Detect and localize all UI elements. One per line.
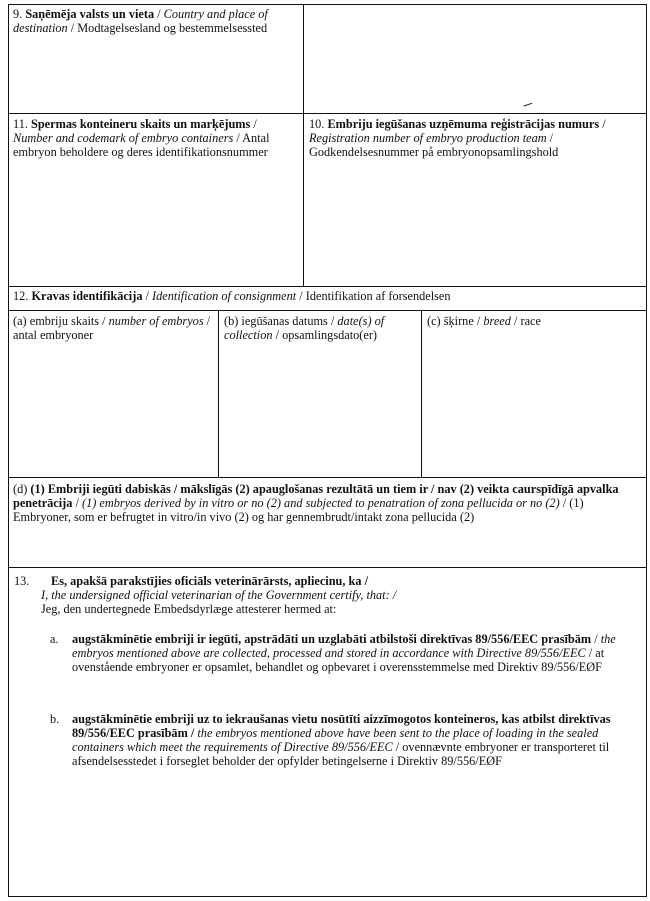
field-12d-da: (1) Embryoner, som er befrugtet in vitro/in vivo (2) og har gennembrudt/intakt zona pellucida (2) bbox=[13, 496, 584, 524]
field-10-da: Godkendelsesnummer på embryonopsamlingshold bbox=[309, 145, 559, 159]
cert-intro bbox=[14, 574, 642, 616]
cert-item-a-en: the embryos mentioned above are collected, processed and stored in accordance with Directive 89/556/EEC bbox=[72, 632, 616, 660]
cert-item-a-lbl: a. bbox=[50, 632, 59, 646]
field-12b-da: opsamlingsdato(er) bbox=[282, 328, 378, 342]
field-9-destination: 9. Saņēmēja valsts un vieta / Country and place of destination / Modtagelsesland og bestemmelsessted bbox=[13, 7, 268, 35]
field-12-da: Identifikation af forsendelsen bbox=[305, 289, 451, 303]
field-12d-lv: (1) Embriji iegūti dabiskās / mākslīgās (2) apauglošanas rezultātā un tiem ir / nav (2) veikta caurspīdīgā apvalka penetrācija bbox=[13, 482, 619, 510]
field-9-num: 9. bbox=[13, 7, 23, 21]
field-11-da: Antal embryon beholdere og deres identifikationsnummer bbox=[13, 131, 270, 159]
cert-item-a: a. augstākminētie embriji ir iegūti, apstrādāti un uzglabāti atbilstoši direktīvas 89/556/EEC prasībām / the embryos mentioned above are collected, processed and stored in accordance with Directive 89/556/EEC / at ovenstående embryoner er opsamlet, behandlet og opbevaret i overensstemmelse med Direktiv 89/556/EØF bbox=[50, 632, 616, 674]
field-12b-lbl: (b) bbox=[224, 314, 239, 328]
field-12b-en: date(s) of collection bbox=[224, 314, 385, 342]
field-9-da: Modtagelsesland og bestemmelsessted bbox=[77, 21, 268, 35]
cert-item-a-lv: augstākminētie embriji ir iegūti, apstrādāti un uzglabāti atbilstoši direktīvas 89/556/EEC prasībām bbox=[72, 632, 592, 646]
field-12c-en: breed bbox=[483, 314, 511, 328]
field-12a-da: antal embryoner bbox=[13, 328, 94, 342]
field-12-lv: Kravas identifikācija bbox=[31, 289, 143, 303]
cert-item-b-lv: augstākminētie embriji uz to iekraušanas vietu nosūtīti aizzīmogotos konteineros, kas atbilst direktīvas 89/556/EEC prasībām / bbox=[72, 712, 611, 740]
cert-num: 13. bbox=[14, 574, 30, 588]
field-12c-breed[interactable]: (c) šķirne / breed / race bbox=[427, 314, 541, 328]
field-11-lv: Spermas konteineru skaits un marķējums bbox=[31, 117, 251, 131]
field-12-consignment: 12. Kravas identifikācija / Identification of consignment / Identifikation af forsendelsen bbox=[13, 289, 451, 303]
field-12-num: 12. bbox=[13, 289, 29, 303]
field-12-en: Identification of consignment bbox=[152, 289, 297, 303]
cert-intro-en: I, the undersigned official veterinarian of the Government certify, that: / bbox=[41, 588, 397, 602]
field-12c-lv: šķirne bbox=[443, 314, 474, 328]
field-12d-en: (1) embryos derived by in vitro or no (2) and subjected to penatration of zona pellucida or no (2) bbox=[82, 496, 560, 510]
field-12d-lbl: (d) bbox=[13, 482, 28, 496]
field-12a-en: number of embryos bbox=[108, 314, 204, 328]
field-12b-collection-date[interactable]: (b) iegūšanas datums / date(s) of collection / opsamlingsdato(er) bbox=[224, 314, 385, 342]
field-12b-lv: iegūšanas datums bbox=[241, 314, 328, 328]
field-12a-embryo-count[interactable]: (a) embriju skaits / number of embryos / antal embryoner bbox=[13, 314, 211, 342]
cert-intro-lv: Es, apakšā parakstījies oficiāls veterinārārsts, apliecinu, ka / bbox=[51, 574, 368, 588]
field-9-en: Country and place of destination bbox=[13, 7, 268, 35]
field-9-lv: Saņēmēja valsts un vieta bbox=[25, 7, 155, 21]
field-11-num: 11. bbox=[13, 117, 28, 131]
field-10-lv: Embriju iegūšanas uzņēmuma reģistrācijas numurs bbox=[327, 117, 600, 131]
cert-item-b-da: ovennævnte embryoner er transporteret til afsendelsesstedet i forseglet beholder der opfylder betingelserne i Direktiv 89/556/EØF bbox=[72, 740, 610, 768]
field-11-en: Number and codemark of embryo containers bbox=[13, 131, 234, 145]
field-9-value-blank[interactable] bbox=[304, 4, 647, 114]
field-12c-lbl: (c) bbox=[427, 314, 441, 328]
field-12a-lbl: (a) bbox=[13, 314, 27, 328]
field-10-registration[interactable]: 10. Embriju iegūšanas uzņēmuma reģistrācijas numurs / Registration number of embryo production team / Godkendelsesnummer på embryonopsamlingshold bbox=[309, 117, 606, 159]
cert-item-b: b. augstākminētie embriji uz to iekraušanas vietu nosūtīti aizzīmogotos konteineros, kas atbilst direktīvas 89/556/EEC prasībām / the embryos mentioned above have been sent to the place of loading in the sealed containers which meet the requirements of Directive 89/556/EEC / ovennævnte embryoner er transporteret til afsendelsesstedet i forseglet beholder der opfylder betingelserne i Direktiv 89/556/EØF bbox=[50, 712, 611, 768]
row-12-bottom-line bbox=[8, 477, 647, 478]
field-12a-lv: embriju skaits bbox=[29, 314, 100, 328]
cert-item-b-lbl: b. bbox=[50, 712, 60, 726]
field-11-containers[interactable]: 11. Spermas konteineru skaits un marķējums / Number and codemark of embryo containers / Antal embryon beholdere og deres identifikationsnummer bbox=[13, 117, 270, 159]
cert-item-a-da: at ovenstående embryoner er opsamlet, behandlet og opbevaret i overensstemmelse med Direktiv 89/556/EØF bbox=[72, 646, 605, 674]
cert-item-b-en: the embryos mentioned above have been sent to the place of loading in the sealed containers which meet the requirements of Directive 89/556/EEC bbox=[72, 726, 599, 754]
field-12c-da: race bbox=[520, 314, 541, 328]
field-12d-embryo-origin[interactable]: (d) (1) Embriji iegūti dabiskās / mākslīgās (2) apauglošanas rezultātā un tiem ir / nav (2) veikta caurspīdīgā apvalka penetrācija / (1) embryos derived by in vitro or no (2) and subjected to penatration of zona pellucida or no (2) / (1) Embryoner, som er befrugtet in vitro/in vivo (2) og har gennembrudt/intakt zona pellucida (2) bbox=[13, 482, 619, 524]
field-10-en: Registration number of embryo production team bbox=[309, 131, 547, 145]
cert-intro-da: Jeg, den undertegnede Embedsdyrlæge attesterer hermed at: bbox=[41, 602, 337, 616]
field-10-num: 10. bbox=[309, 117, 325, 131]
certification-section bbox=[8, 571, 647, 619]
